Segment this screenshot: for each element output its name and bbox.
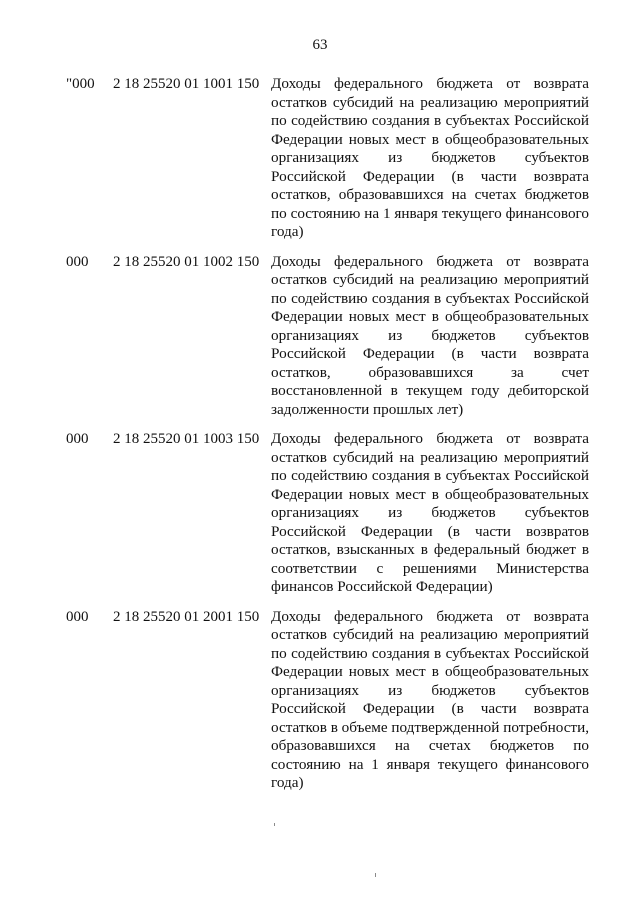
income-description: Доходы федерального бюджета от возврата остатков субсидий на реализацию мероприятий по содействию создания в субъектах Российской Федерации новых мест в общеобразовательных организациях из бюджетов субъектов Российской Федерации (в части возвратов остатков, взысканных в федеральный бюджет в соответствии с решениями Министерства финансов Российской Федерации): [271, 430, 589, 595]
admin-code: 000: [66, 608, 89, 625]
list-item: [0, 430, 640, 597]
income-description: Доходы федерального бюджета от возврата остатков субсидий на реализацию мероприятий по содействию создания в субъектах Российской Федерации новых мест в общеобразовательных организациях из бюджетов субъектов Российской Федерации (в части возврата остатков в объеме подтвержденной потребности, образовавшихся на счетах бюджетов по состоянию на 1 января текущего финансового года): [271, 607, 589, 791]
page-number: 63: [312, 37, 328, 53]
list-item: [0, 608, 640, 793]
scan-mark: [375, 873, 376, 877]
income-description: Доходы федерального бюджета от возврата остатков субсидий на реализацию мероприятий по содействию создания в субъектах Российской Федерации новых мест в общеобразовательных организациях из бюджетов субъектов Российской Федерации (в части возврата остатков, образовавшихся за счет восстановленной в текущем году дебиторской задолженности прошлых лет): [271, 252, 589, 418]
admin-code: 000: [66, 253, 89, 270]
budget-classification-list: [0, 75, 640, 804]
scan-mark: [274, 823, 275, 826]
list-item: [0, 253, 640, 420]
admin-code: "000: [66, 76, 95, 92]
income-description: Доходы федерального бюджета от возврата остатков субсидий на реализацию мероприятий по содействию создания в субъектах Российской Федерации новых мест в общеобразовательных организациях из бюджетов субъектов Российской Федерации (в части возврата остатков, образовавшихся на счетах бюджетов по состоянию на 1 января текущего финансового года): [271, 75, 589, 240]
budget-classification-code: 2 18 25520 01 1003 150: [113, 431, 260, 447]
budget-classification-code: 2 18 25520 01 1001 150: [113, 76, 260, 92]
list-item: [0, 75, 640, 242]
budget-classification-code: 2 18 25520 01 1002 150: [113, 253, 260, 270]
budget-classification-code: 2 18 25520 01 2001 150: [113, 608, 260, 625]
admin-code: 000: [66, 431, 89, 447]
